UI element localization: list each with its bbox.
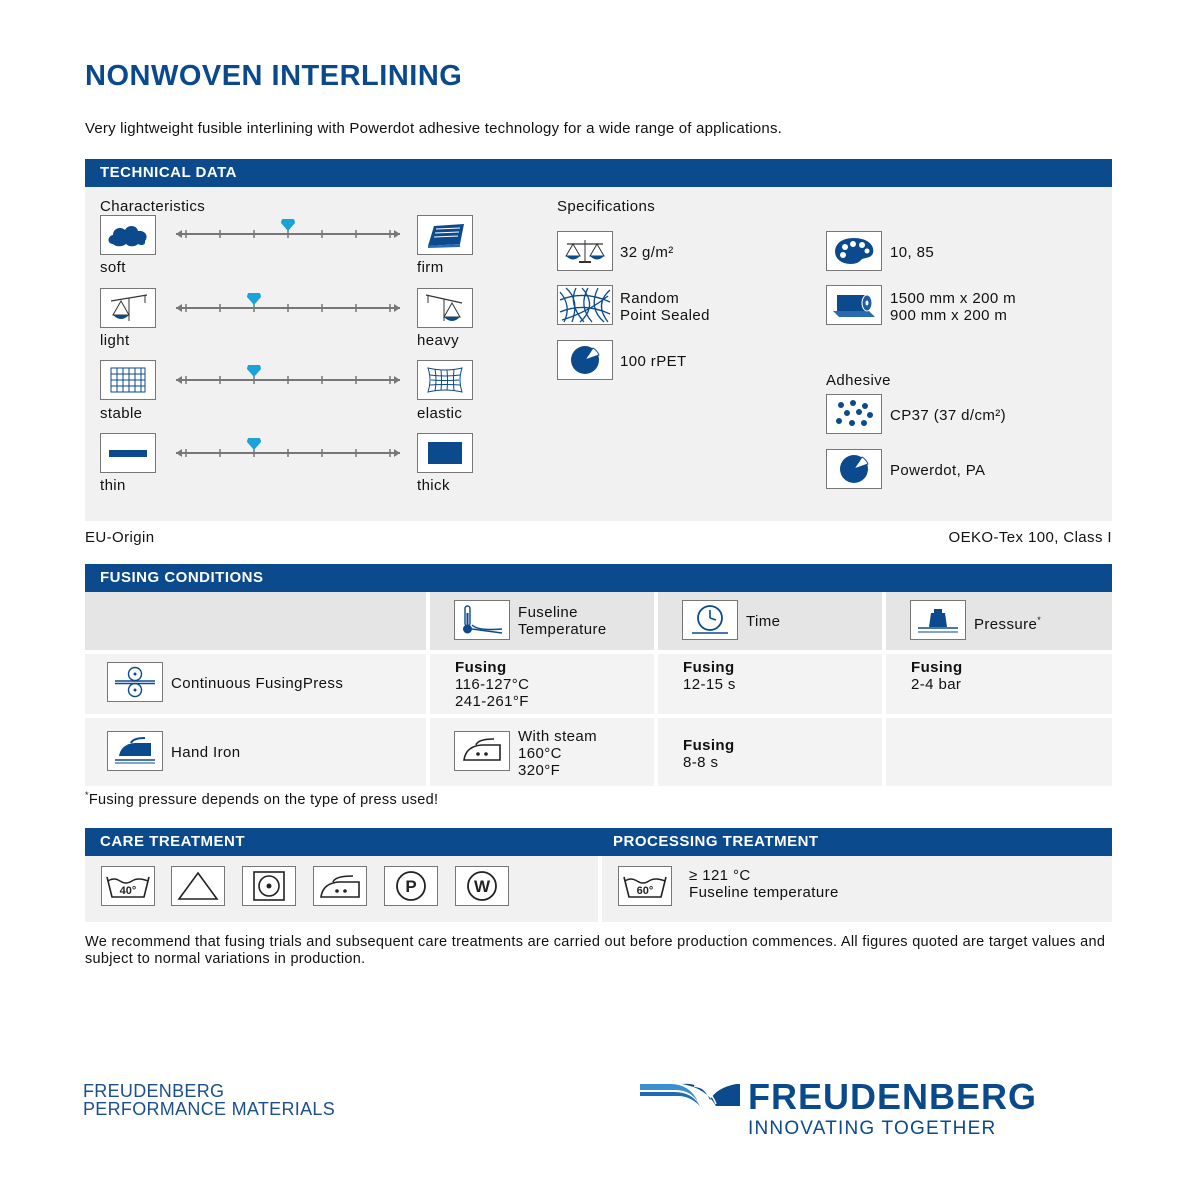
processing-temp-value: ≥ 121 °C (689, 867, 751, 884)
recommendation-text: We recommend that fusing trials and subsequent care treatments are carried out before production commences. All figures quoted are target values and subject to normal variations in production. (85, 934, 1106, 967)
slider-left-arrow (176, 449, 182, 457)
processing-treatment-header (598, 828, 1112, 856)
processing-panel (602, 856, 1112, 922)
technical-data-header (85, 159, 1112, 187)
continuous-temp-c: 116-127°C (455, 676, 530, 693)
slider-track-graphic (170, 365, 406, 395)
wash-60-temp: 60° (636, 885, 654, 897)
hand-iron-label: Hand Iron (171, 744, 241, 761)
clock-icon (682, 600, 738, 640)
freudenberg-wave-logo-icon (640, 1080, 740, 1110)
time-header: Time (746, 613, 781, 630)
specifications-label: Specifications (557, 198, 656, 215)
slider-left-arrow (176, 230, 182, 238)
slider-marker (281, 219, 295, 231)
slider-marker (247, 293, 261, 305)
heavy-label: heavy (417, 332, 460, 349)
certification-label: OEKO-Tex 100, Class I (948, 529, 1112, 546)
slider-right-arrow (394, 230, 400, 238)
structure-line1: Random (620, 290, 680, 307)
wash-60-icon (618, 866, 672, 906)
brand-wordmark-left (83, 1082, 335, 1118)
slider-track-graphic (170, 438, 406, 468)
page-title: NONWOVEN INTERLINING (85, 60, 463, 92)
composition-value: 100 rPET (620, 353, 687, 370)
pressure-footnote-mark: * (1037, 615, 1042, 625)
temperature-header-line1: Fuseline (518, 604, 578, 621)
continuous-pressure-value: 2-4 bar (911, 676, 962, 693)
processing-temp-label: Fuseline temperature (689, 884, 839, 901)
technical-data-title: TECHNICAL DATA (100, 164, 237, 181)
continuous-time-title: Fusing (683, 659, 735, 676)
thermometer-icon (454, 600, 510, 640)
temperature-header-line2: Temperature (518, 621, 607, 638)
scale-light-icon (100, 288, 156, 328)
colors-value: 10, 85 (890, 244, 935, 261)
hand-iron-icon (107, 731, 163, 771)
soft-firm-slider (170, 219, 406, 249)
continuous-temp-f: 241-261°F (455, 693, 529, 710)
soft-label: soft (100, 259, 126, 276)
fusing-footnote (85, 790, 438, 808)
light-heavy-slider (170, 293, 406, 323)
product-description: Very lightweight fusible interlining with Powerdot adhesive technology for a wide range of applications. (85, 120, 783, 137)
slider-left-arrow (176, 376, 182, 384)
random-fiber-icon (557, 285, 613, 325)
continuous-time-value: 12-15 s (683, 676, 736, 693)
adhesive-type-value: Powerdot, PA (890, 462, 986, 479)
wetclean-letter: W (473, 877, 491, 896)
care-treatment-header (85, 828, 598, 856)
weight-press-icon (910, 600, 966, 640)
care-treatment-title: CARE TREATMENT (100, 833, 246, 850)
tumble-dry-icon (242, 866, 296, 906)
thick-block-icon (417, 433, 473, 473)
slider-track-graphic (170, 219, 406, 249)
hand-iron-temp-f: 320°F (518, 762, 561, 779)
slider-marker (247, 365, 261, 377)
weight-scale-icon (557, 231, 613, 271)
footnote-mark: * (85, 790, 89, 800)
firm-label: firm (417, 259, 444, 276)
iron-icon (313, 866, 367, 906)
warped-grid-icon (417, 360, 473, 400)
slider-right-arrow (394, 376, 400, 384)
processing-treatment-title: PROCESSING TREATMENT (613, 833, 819, 850)
elastic-label: elastic (417, 405, 463, 422)
dryclean-p-icon (384, 866, 438, 906)
wash-40-temp: 40° (119, 885, 137, 897)
stable-elastic-slider (170, 365, 406, 395)
adhesive-pie-icon (826, 449, 882, 489)
structure-line2: Point Sealed (620, 307, 710, 324)
adhesive-dots-value: CP37 (37 d/cm²) (890, 407, 1007, 424)
roll-size-line1: 1500 mm x 200 m (890, 290, 1017, 307)
wetclean-w-icon (455, 866, 509, 906)
wash-40-icon (101, 866, 155, 906)
composition-pie-icon (557, 340, 613, 380)
footnote-text: Fusing pressure depends on the type of press used! (88, 791, 439, 808)
slider-marker (247, 438, 261, 450)
cloud-icon (100, 215, 156, 255)
fusing-conditions-title: FUSING CONDITIONS (100, 569, 264, 586)
grid-icon (100, 360, 156, 400)
slider-right-arrow (394, 449, 400, 457)
steam-iron-icon (454, 731, 510, 771)
hand-iron-temp-title: With steam (518, 728, 598, 745)
thin-label: thin (100, 477, 126, 494)
hand-iron-time-title: Fusing (683, 737, 735, 754)
pressure-header-text: Pressure (974, 616, 1038, 633)
thin-thick-slider (170, 438, 406, 468)
thin-bar-icon (100, 433, 156, 473)
fusing-row-hand-iron-pressure (886, 718, 1112, 786)
brand-left-line1: FREUDENBERG (83, 1081, 225, 1101)
scale-heavy-icon (417, 288, 473, 328)
hand-iron-time-value: 8-8 s (683, 754, 719, 771)
bleach-triangle-icon (171, 866, 225, 906)
light-label: light (100, 332, 130, 349)
book-icon (417, 215, 473, 255)
hand-iron-temp-c: 160°C (518, 745, 562, 762)
roll-icon (826, 285, 882, 325)
adhesive-label: Adhesive (826, 372, 891, 389)
fusing-press-icon (107, 662, 163, 702)
continuous-pressure-title: Fusing (911, 659, 963, 676)
color-palette-icon (826, 231, 882, 271)
continuous-temp-title: Fusing (455, 659, 507, 676)
dot-pattern-icon (826, 394, 882, 434)
brand-left-line2: PERFORMANCE MATERIALS (83, 1099, 335, 1119)
roll-size-line2: 900 mm x 200 m (890, 307, 1008, 324)
slider-track-graphic (170, 293, 406, 323)
fusing-header-blank (85, 592, 426, 650)
pressure-header (974, 615, 1041, 633)
brand-wordmark-right: FREUDENBERG (748, 1076, 1038, 1117)
continuous-press-label: Continuous FusingPress (171, 675, 344, 692)
slider-right-arrow (394, 304, 400, 312)
characteristics-label: Characteristics (100, 198, 206, 215)
thick-label: thick (417, 477, 450, 494)
weight-value: 32 g/m² (620, 244, 674, 261)
stable-label: stable (100, 405, 143, 422)
origin-label: EU-Origin (85, 529, 155, 546)
fusing-conditions-header (85, 564, 1112, 592)
brand-tagline: INNOVATING TOGETHER (748, 1118, 997, 1139)
dryclean-letter: P (405, 877, 417, 896)
slider-left-arrow (176, 304, 182, 312)
